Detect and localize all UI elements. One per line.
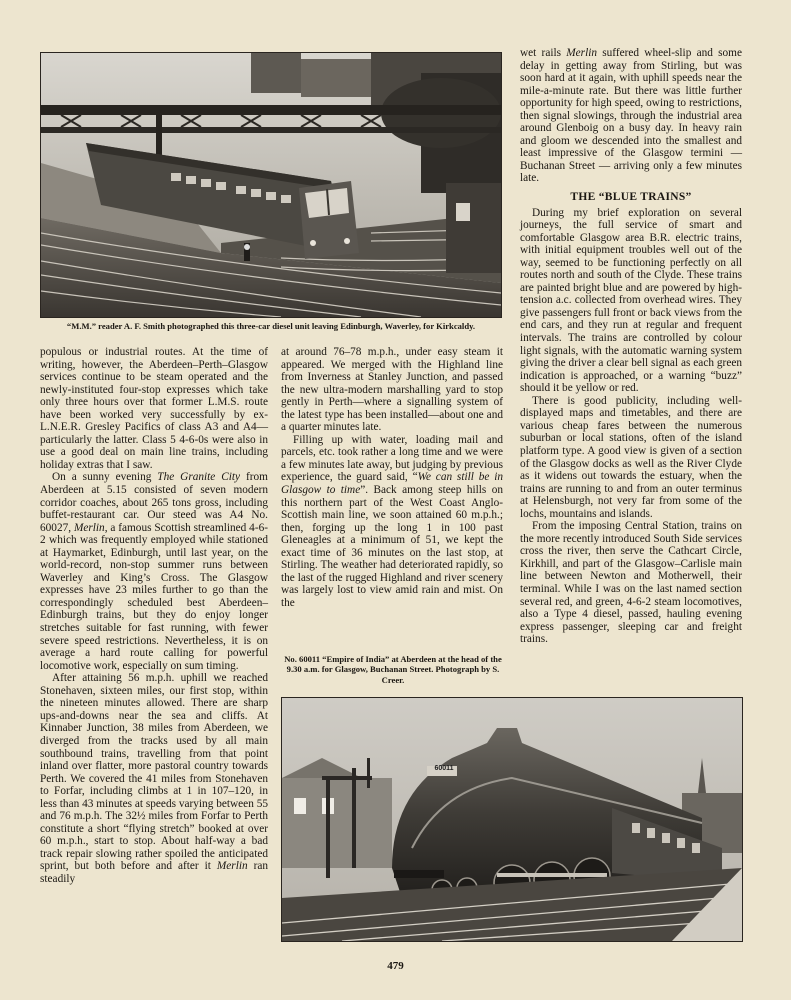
column2-paragraph-1: at around 76–78 m.p.h., under easy steam it appeared. We merged with the Highland line from Inverness at Stanley Junction, and passed the new ultra-modern marshalling yard to stop gently in Perth—where a signalling system of the latest type has been installed—about one and a quarter minutes late. [281, 346, 503, 434]
page-number: 479 [387, 960, 404, 972]
column3-paragraph-1: wet rails Merlin suffered wheel-slip and some delay in getting away from Stirling, but was soon hard at it again, with uphill speeds near the mile-a-minute rate. But there was little further opportunity for high speed, owing to restrictions, then signal slowings, through the industrial area around Glenboig on a busy day. In heavy rain and gloom we descended into the smallest and least impressive of the Glasgow termini — Buchanan Street — arriving only a few minutes late. [520, 47, 742, 185]
bottom-photo-caption: No. 60011 “Empire of India” at Aberdeen at the head of the 9.30 a.m. for Glasgow, Buchanan Street. Photograph by S. Creer. [284, 654, 502, 685]
column1-paragraph-3: After attaining 56 m.p.h. uphill we reached Stonehaven, sixteen miles, our first stop, within the nineteen minutes allowed. There are sharp ups-and-downs near the sea and cliffs. At Kinnaber Junction, 38 miles from Aberdeen, we diverged from the tracks used by all main southbound trains, travelling from that point inland over flatter, more pastoral country towards Perth. We covered the 41 miles from Stonehaven to Forfar, including climbs at 1 in 107–120, in less than 43 minutes at speeds varying between 55 and 76 m.p.h. The 32½ miles from Forfar to Perth constitute a short “flying stretch” booked at over 60 m.p.h., start to stop. About half-way a bad track repair slowing rather spoiled the anticipated sprint, but both before and after it Merlin ran steadily [40, 672, 269, 885]
column3-paragraph-3: There is good publicity, including well-displayed maps and timetables, and there are various cheap fares between the numerous suburban or local stations, often of the island platform type. A good view is given of a section of the Glasgow docks as well as the River Clyde as it widens out towards the estuary, when the trains are running to and from an outer terminus at Helensburgh, not very far from some of the lochs, mountains and islands. [520, 394, 742, 520]
column3-paragraph-4: From the imposing Central Station, trains on the more recently introduced South Side services cross the river, then serve the Cathcart Circle, Kirkhill, and part of the Glasgow–Carlisle main line between Newton and Motherwell, their terminal. While I was on the last named section several red, and green, 4-6-2 steam locomotives, also a Type 4 diesel, passed, hauling evening express passenger, sleeping car and freight trains. [520, 520, 742, 646]
diesel-unit-edinburgh-photo [40, 52, 502, 318]
locomotive-number-plate: 60011 [434, 765, 454, 772]
section-heading-blue-trains: THE “BLUE TRAINS” [570, 191, 692, 204]
article-column-2 [281, 346, 503, 609]
locomotive-empire-of-india-photo [281, 697, 743, 942]
top-photo-caption: “M.M.” reader A. F. Smith photographed this three-car diesel unit leaving Edinburgh, Waverley, for Kirkcaldy. [66, 321, 476, 331]
article-column-1 [40, 346, 268, 886]
column2-paragraph-2: Filling up with water, loading mail and parcels, etc. took rather a long time and we were a few minutes late away, but judging by previous experience, the guard said, “We can still be in Glasgow to time”. Back among steep hills on this northern part of the West Coast Anglo-Scottish main line, we soon attained 60 m.p.h.; then, forging up the long 1 in 100 past Gleneagles at a minimum of 51, we kept the exact time of 36 minutes on the last stop, at Stirling. The weather had deteriorated rapidly, so the last of the rugged Highland and river scenery was largely lost to view amid rain and mist. On the [281, 433, 503, 609]
column1-paragraph-2: On a sunny evening The Granite City from Aberdeen at 5.15 consisted of seven modern corridor coaches, about 265 tons gross, including buffet-restaurant car. Our steed was A4 No. 60027, Merlin, a famous Scottish streamlined 4-6-2 which was frequently employed while stationed at Haymarket, Edinburgh, until last year, on the world-record, non-stop summer runs between Waverley and King’s Cross. The Glasgow expresses have 23 miles further to go than the correspondingly scheduled best Aberdeen–Edinburgh trains, but they do enjoy longer stretches suitable for fast running, with fewer severe speed restrictions. Nevertheless, it is on average a hard route calling for powerful locomotive work, especially on sum timing. [40, 471, 268, 672]
column3-paragraph-2: During my brief exploration on several journeys, the full service of smart and comfortable Glasgow area B.R. electric trains, with initial equipment troubles well out of the way, seemed to be functioning perfectly on all routes north and south of the Clyde. These trains are painted bright blue and are powered by high-tension a.c. collected from overhead wires. They give passengers full front or back views from the end cars, and they run at regular and frequent intervals. The trains are controlled by colour light signals, with the automatic warning system giving the driver a clear bell signal as each green indication is approached, or a warning “buzz” should it be yellow or red. [520, 206, 742, 395]
article-column-3 [520, 47, 742, 646]
column1-paragraph-1: populous or industrial routes. At the time of writing, however, the Aberdeen–Perth–Glasgow services continue to be steam operated and the newly-instituted four-stop expresses which take only three hours over that former L.M.S. route have been worked very successfully by ex-L.N.E.R. Gresley Pacifics of class A3 and A4—particularly the latter. Class 5 4-6-0s were also in use a good deal on main line trains, including holiday extras that I saw. [40, 346, 268, 471]
